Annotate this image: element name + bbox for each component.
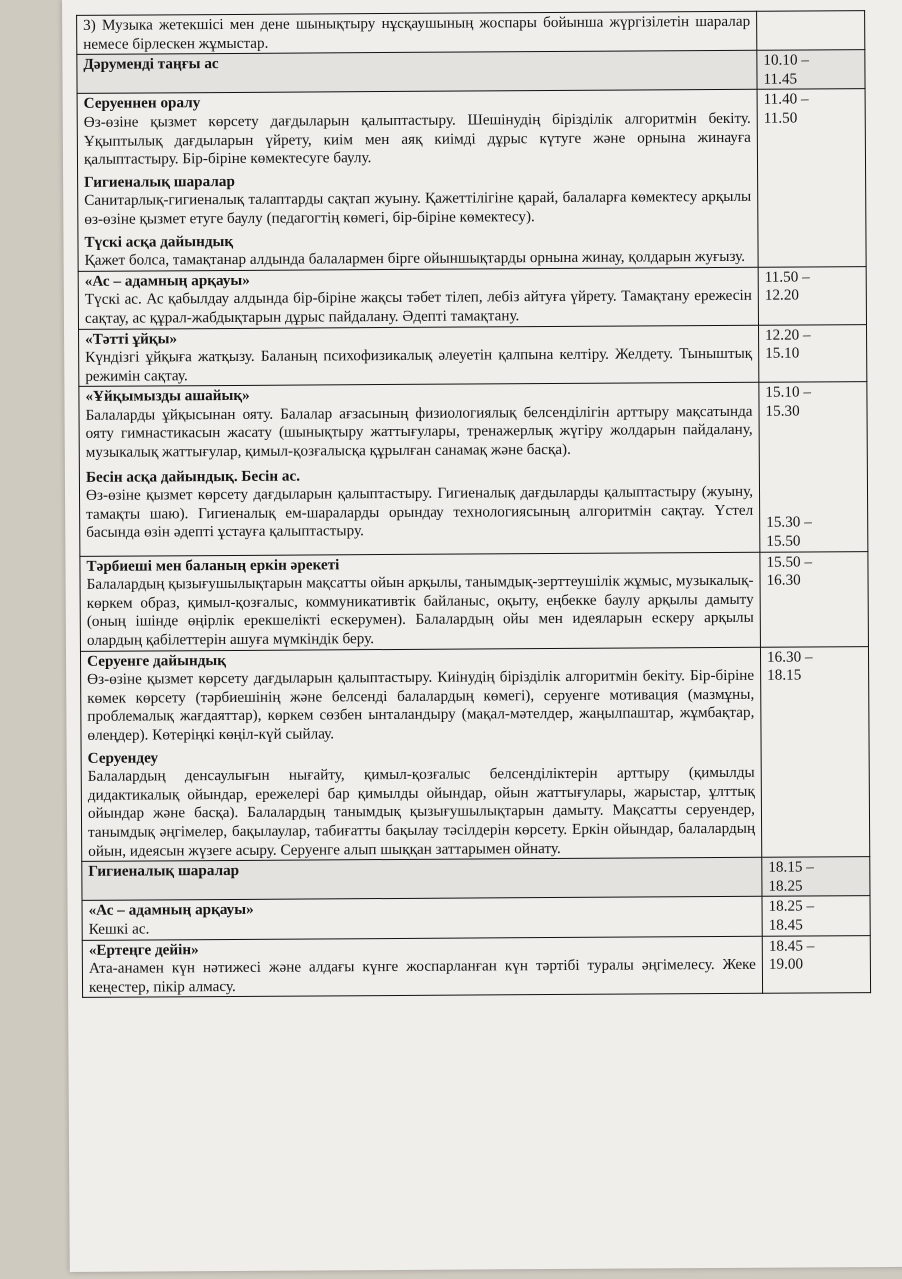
time-line: 15.30	[765, 402, 800, 420]
time-line	[766, 421, 861, 440]
time-cell	[758, 324, 866, 382]
time-line: 15.10 –	[765, 383, 812, 401]
activity-heading: «Ас – адамның арқауы»	[84, 271, 250, 290]
activity-heading: Серуеннен оралу	[83, 94, 201, 113]
paper-sheet	[62, 0, 902, 1272]
schedule-row	[82, 896, 870, 940]
activity-cell	[82, 857, 762, 900]
activity-heading: Гигиеналық шаралар	[84, 172, 235, 191]
time-line: 12.20	[764, 286, 800, 305]
time-line: 15.50 –	[766, 553, 813, 571]
schedule-row	[77, 89, 866, 271]
activity-description: Кешкі ас.	[88, 920, 150, 938]
activity-heading: Гигиеналық шаралар	[88, 862, 240, 880]
time-line: 15.30 –	[766, 513, 812, 532]
time-line	[766, 476, 861, 495]
activity-heading: «Ертеңге дейін»	[88, 940, 199, 959]
time-line: 19.00	[768, 955, 804, 973]
time-line: 11.45	[763, 70, 798, 88]
time-cell	[757, 11, 865, 51]
time-cell	[759, 382, 868, 552]
time-line: 12.20 –	[765, 325, 811, 344]
schedule-row	[79, 324, 867, 387]
activity-description: Ата-анамен күн нәтижесі және алдағы күнге жоспарланған күн тәртібі туралы әңгімелесу. Жеке кеңестер, пікір алмасу.	[88, 955, 756, 996]
activity-heading: Серуендеу	[87, 748, 159, 767]
schedule-row	[82, 935, 870, 998]
activity-heading: Дәрумендi таңғы ас	[83, 55, 219, 74]
time-line: 10.10 –	[763, 51, 809, 69]
time-line: 18.15	[767, 666, 802, 684]
activity-heading: Тәрбиеші мен баланың еркін әрекеті	[86, 555, 340, 575]
time-line: 18.15 –	[768, 858, 814, 876]
activity-cell	[77, 11, 757, 54]
schedule-rows	[77, 11, 871, 998]
activity-cell	[82, 936, 762, 998]
activity-cell	[80, 552, 761, 651]
time-line: 15.10	[765, 344, 800, 362]
time-cell	[758, 266, 866, 324]
activity-description: Санитарлық-гигиеналық талаптарды сақтап жуыну. Қажеттілігіне қарай, балаларға көмектесу арқылы өз-өзіне қызмет етуге баулу (педагогтің көмегі, бір-біріне көмектесу).	[84, 188, 752, 228]
time-line	[766, 458, 861, 477]
time-line: 18.45 –	[768, 936, 815, 955]
time-line: 11.40 –	[763, 90, 809, 109]
schedule-table	[76, 10, 871, 998]
time-line: 16.30	[766, 571, 801, 589]
activity-cell	[77, 50, 757, 93]
activity-cell	[82, 897, 762, 940]
activity-description: Балалардың қызығушылықтарын мақсатты ойын арқылы, танымдық-зерттеушілік жұмыс, музыкалық-көркем образ, қимыл-қозғалыс, коммуникативтік байланыс, оқыту, еңбекке баулу арқылы дамыту (оның ішінде өңірлік ерекшелікті ескерумен). Балалардың ойы мен идеяларын ескеру арқылы олардың қабілеттерін ашуға мүмкіндік беру.	[86, 572, 754, 649]
activity-cell	[80, 647, 761, 862]
time-cell	[762, 896, 870, 936]
activity-cell	[77, 90, 758, 271]
activity-heading: Серуенге дайындық	[86, 651, 227, 670]
activity-heading: Түскі асқа дайындық	[84, 232, 234, 251]
schedule-row	[79, 382, 868, 556]
time-line	[766, 439, 861, 458]
activity-cell	[79, 383, 760, 556]
schedule-row	[77, 11, 865, 55]
activity-cell	[79, 325, 759, 387]
time-line: 16.30 –	[766, 648, 813, 666]
activity-description: Балаларды ұйқысынан ояту. Балалар ағзасының физиологиялық белсенділігін арттыру мақсатында ояту гимнастикасын жасату (шынықтыру жаттығулары, тренажерлық жүгіру жолдарын пайдалану, музыкалық жаттығулар, қимыл-қозғалысқа құрылған санамақ және басқа).	[85, 402, 753, 461]
activity-description: Күндізгі ұйқыға жатқызу. Баланың психофизикалық әлеуетін қалпына келтіру. Желдету. Тыныштық режимін сақтау.	[85, 344, 753, 385]
activity-description: 3) Музыка жетекшісі мен дене шынықтыру нұсқаушының жоспары бойынша жүргізілетін шаралар немесе бірлескен жұмыстар.	[83, 12, 751, 53]
schedule-row	[80, 551, 869, 651]
time-line: 18.25 –	[768, 897, 815, 916]
time-line: 15.50	[766, 532, 801, 550]
time-cell	[762, 935, 870, 993]
time-cell	[757, 50, 865, 90]
activity-heading: «Тәтті ұйқы»	[85, 329, 178, 348]
schedule-row	[82, 857, 870, 901]
time-line: 11.50 –	[764, 268, 810, 286]
schedule-row	[78, 266, 866, 329]
activity-heading: «Ұйқымызды ашайық»	[85, 387, 250, 406]
time-line	[766, 495, 861, 514]
activity-description: Балалардың денсаулығын нығайту, қимыл-қозғалыс белсенділіктерін арттыру (қимылды дидактикалық ойындар, ережелері бар қимылды ойындар, ойын жаттығулары, жарыстар, ұлттық ойындар және басқа). Балалардың танымдық қызығушылықтарын дамыту. Мақсатты серуендер, танымдық әңгімелер, бақылаулар, табиғатты бақылау тәсілдерін көрсету. Еркін ойындар, балалардың ойын, идеясын жүзеге асыру. Серуенге алып шыққан заттарымен ойнату.	[87, 763, 756, 860]
schedule-row	[80, 646, 869, 861]
time-cell	[762, 857, 870, 897]
time-cell	[757, 89, 866, 267]
activity-description: Қажет болса, тамақтанар алдында балалармен бірге ойыншықтарды орнына жинау, қолдарын жуғызу.	[84, 247, 746, 269]
activity-description: Түскі ас. Ас қабылдау алдында бір-біріне жақсы тәбет тілеп, лебіз айтуға үйрету. Тамақтану ережесін сақтау, ас құрал-жабдықтарын дұрыс пайдалану. Әдепті тамақтану.	[84, 287, 752, 327]
time-cell	[760, 551, 869, 647]
time-line: 11.50	[763, 109, 798, 127]
activity-description: Өз-өзіне қызмет көрсету дағдыларын қалыптастыру. Киінудің бірізділік алгоритмін бекіту. Бір-біріне көмек көрсету (тәрбиешінің және белсенді балалардың көмегі), серуенге мотивация (мазмұны, проблемалық жағдаяттар), көркем сөзбен ынталандыру (мақал-мәтелдер, жаңылпаштар, жұмбақтар, өлеңдер). Көтеріңкі көңіл-күй сыйлау.	[87, 666, 755, 744]
schedule-row	[77, 50, 865, 94]
activity-cell	[78, 267, 758, 329]
activity-heading: Бесін асқа дайындық. Бесін ас.	[85, 467, 301, 486]
activity-description: Өз-өзіне қызмет көрсету дағдыларын қалыптастыру. Гигиеналық дағдыларды қалыптастыру (жуыну, тамақты шаю). Гигиеналық ем-шараларды орындау технологиясының алгоритмін сақтау. Үстел басында өзін әдепті ұстауға қалыптастыру.	[85, 483, 754, 542]
time-cell	[760, 646, 869, 857]
activity-heading: «Ас – адамның арқауы»	[88, 901, 254, 920]
time-line: 18.25	[768, 877, 803, 895]
time-line: 18.45	[768, 916, 803, 934]
activity-description: Өз-өзіне қызмет көрсету дағдыларын қалыптастыру. Шешінудің бірізділік алгоритмін бекіту. Ұқыптылық дағдыларын үйрету, киім мен аяқ киімді дұрыс күтуге және орнына жинауға қалыптастыру. Бір-біріне көмектесуге баулу.	[83, 109, 751, 169]
